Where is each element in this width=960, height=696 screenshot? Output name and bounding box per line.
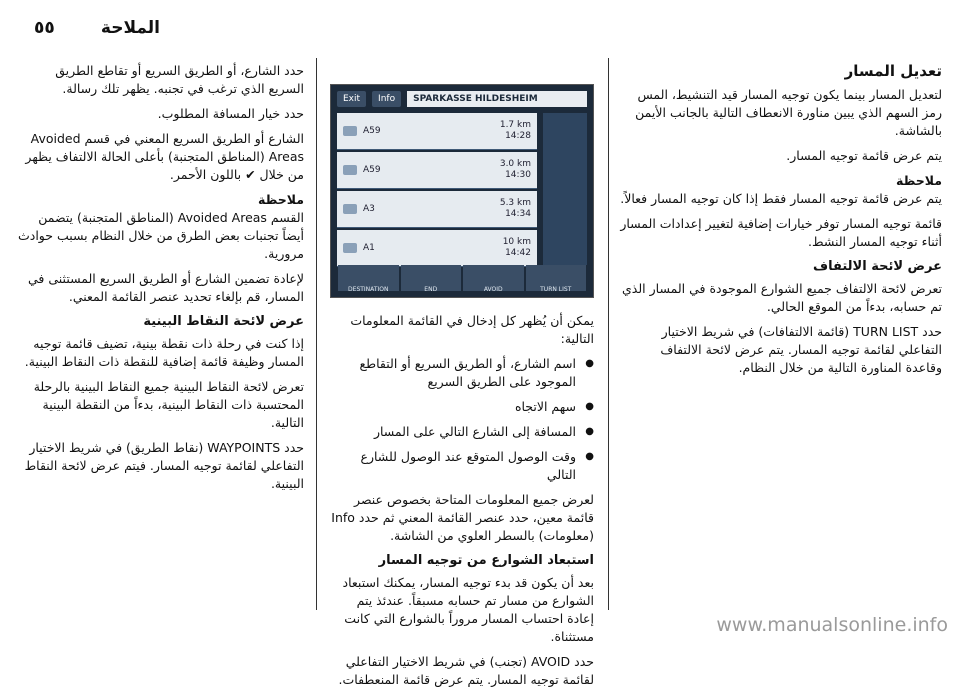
paragraph: لعرض جميع المعلومات المتاحة بخصوص عنصر قائمة معين، حدد عنصر القائمة المعني ثم حدد Info (معلومات) بالسطر العلوي من الشاشة. [331,492,594,543]
distance: 3.0 km [499,159,531,169]
destination-label: SPARKASSE HILDESHEIM [407,91,587,107]
paragraph: لإعادة تضمين الشارع أو الطريق السريع المستثنى في المسار، قم بإلغاء تحديد عنصر القائمة المعني. [28,271,304,304]
interactive-selector-bar [337,265,587,291]
page-header [0,0,960,46]
distance: 10 km [502,237,531,247]
page-title: الملاحة [100,18,160,38]
paragraph: حدد WAYPOINTS (نقاط الطريق) في شريط الاختيار التفاعلي لقائمة توجيه المسار. فيتم عرض لائحة النقاط البينية. [24,440,304,491]
arrival-time: 14:42 [505,248,531,258]
turn-arrow-panel [543,113,587,265]
sub-heading: استبعاد الشوارع من توجيه المسار [378,553,594,568]
paragraph: الشارع أو الطريق السريع المعني في قسم Avoided Areas (المناطق المتجنبة) بأعلى الحالة الالتفاف يظهر من خلال ✔ باللون الأحمر. [25,131,304,182]
road-icon [343,243,357,253]
road-icon [343,126,357,136]
arrival-time: 14:34 [505,209,531,219]
note-text: القسم Avoided Areas (المناطق المتجنبة) يتضمن أيضاً تجنبات بعض الطرق من خلال النظام بسبب حوادث مرورية. [17,210,304,261]
list-item[interactable] [337,113,537,150]
road-name: A59 [363,165,381,175]
bullet-item: ● سهم الاتجاه [328,398,594,416]
road-icon [343,165,357,175]
bullet-item: ● وقت الوصول المتوقع عند الوصول للشارع التالي [328,448,594,484]
note-text: يتم عرض قائمة توجيه المسار فقط إذا كان توجيه المسار فعالاً. [620,191,942,206]
middle-column [328,58,594,696]
page-number: ٥٥ [34,18,55,38]
road-name: A1 [363,243,375,253]
list-item[interactable] [337,191,537,228]
arrival-time: 14:28 [505,131,531,141]
section-heading: تعديل المسار [844,62,942,80]
distance: 5.3 km [499,198,531,208]
paragraph: حدد AVOID (تجنب) في شريط الاختيار التفاعلي لقائمة توجيه المسار. يتم عرض قائمة المنعطفات. [338,654,594,687]
row-meta [500,159,531,181]
screen-top-bar [337,91,587,107]
list-item[interactable] [337,230,537,267]
destination-button[interactable]: DESTINATION [338,265,399,291]
road-icon [343,204,357,214]
paragraph: يمكن أن يُظهر كل إدخال في القائمة المعلومات التالية: [350,313,594,346]
paragraph: لتعديل المسار بينما يكون توجيه المسار قيد التنشيط، المس رمز السهم الذي يبين مناورة الانعطاف التالية بالجانب الأيمن بالشاشة. [635,87,942,138]
paragraph: قائمة توجيه المسار توفر خيارات إضافية لتغيير إعدادات المسار أثناء توجيه المسار النشط. [620,216,942,249]
right-column [620,62,942,384]
column-divider-left [316,58,317,610]
paragraph: حدد الشارع، أو الطريق السريع أو تقاطع الطريق السريع الذي ترغب في تجنبه. يظهر تلك رسالة. [55,63,304,96]
bullet-item: ● المسافة إلى الشارع التالي على المسار [328,423,594,441]
row-meta [500,120,531,142]
row-meta [503,237,531,259]
info-button[interactable]: Info [372,91,401,107]
sub-heading: عرض لائحة الالتفاف [813,259,942,274]
arrival-time: 14:30 [505,170,531,180]
paragraph: يتم عرض قائمة توجيه المسار. [786,148,942,163]
paragraph: تعرض لائحة الالتفاف جميع الشوارع الموجودة في المسار الذي تم حسابه، بدءاً من الموقع الحالي. [622,281,942,314]
row-meta [500,198,531,220]
column-divider-right [608,58,609,610]
paragraph: تعرض لائحة النقاط البينية جميع النقاط البينية بالرحلة المحتسبة ذات النقاط البينية، بدءاً من النقطة البينية التالية. [33,379,304,430]
note-heading: ملاحظة [258,192,304,207]
turn-list-button[interactable]: TURN LIST [526,265,587,291]
road-name: A59 [363,126,381,136]
turn-list [337,113,537,269]
left-column [16,62,304,500]
road-name: A3 [363,204,375,214]
paragraph: حدد خيار المسافة المطلوب. [157,106,304,121]
sub-heading: عرض لائحة النقاط البينية [143,314,304,329]
list-item[interactable] [337,152,537,189]
distance: 1.7 km [499,120,531,130]
bullet-item: ● اسم الشارع، أو الطريق السريع أو التقاطع الموجود على الطريق السريع [328,355,594,391]
paragraph: حدد TURN LIST (قائمة الالتفافات) في شريط الاختيار التفاعلي لقائمة توجيه المسار. يتم عرض لائحة الالتفاف وقاعدة المناورة التالية من خلال النظام. [660,324,942,375]
paragraph: إذا كنت في رحلة ذات نقطة بينية، تضيف قائمة توجيه المسار وظيفة قائمة إضافية للنقطة ذات النقاط البينية. [24,336,304,369]
avoid-button[interactable]: AVOID [463,265,524,291]
note-heading: ملاحظة [896,173,942,188]
end-button[interactable]: END [401,265,462,291]
watermark: www.manualsonline.info [716,614,948,636]
paragraph: بعد أن يكون قد بدء توجيه المسار، يمكنك استبعاد الشوارع من مسار تم حسابه مسبقاً. عندئذ يتم إعادة احتساب المسار مروراً بالشوارع التي كانت مستثناة. [342,575,594,644]
turn-list-screenshot [330,84,594,298]
exit-button[interactable]: Exit [337,91,366,107]
